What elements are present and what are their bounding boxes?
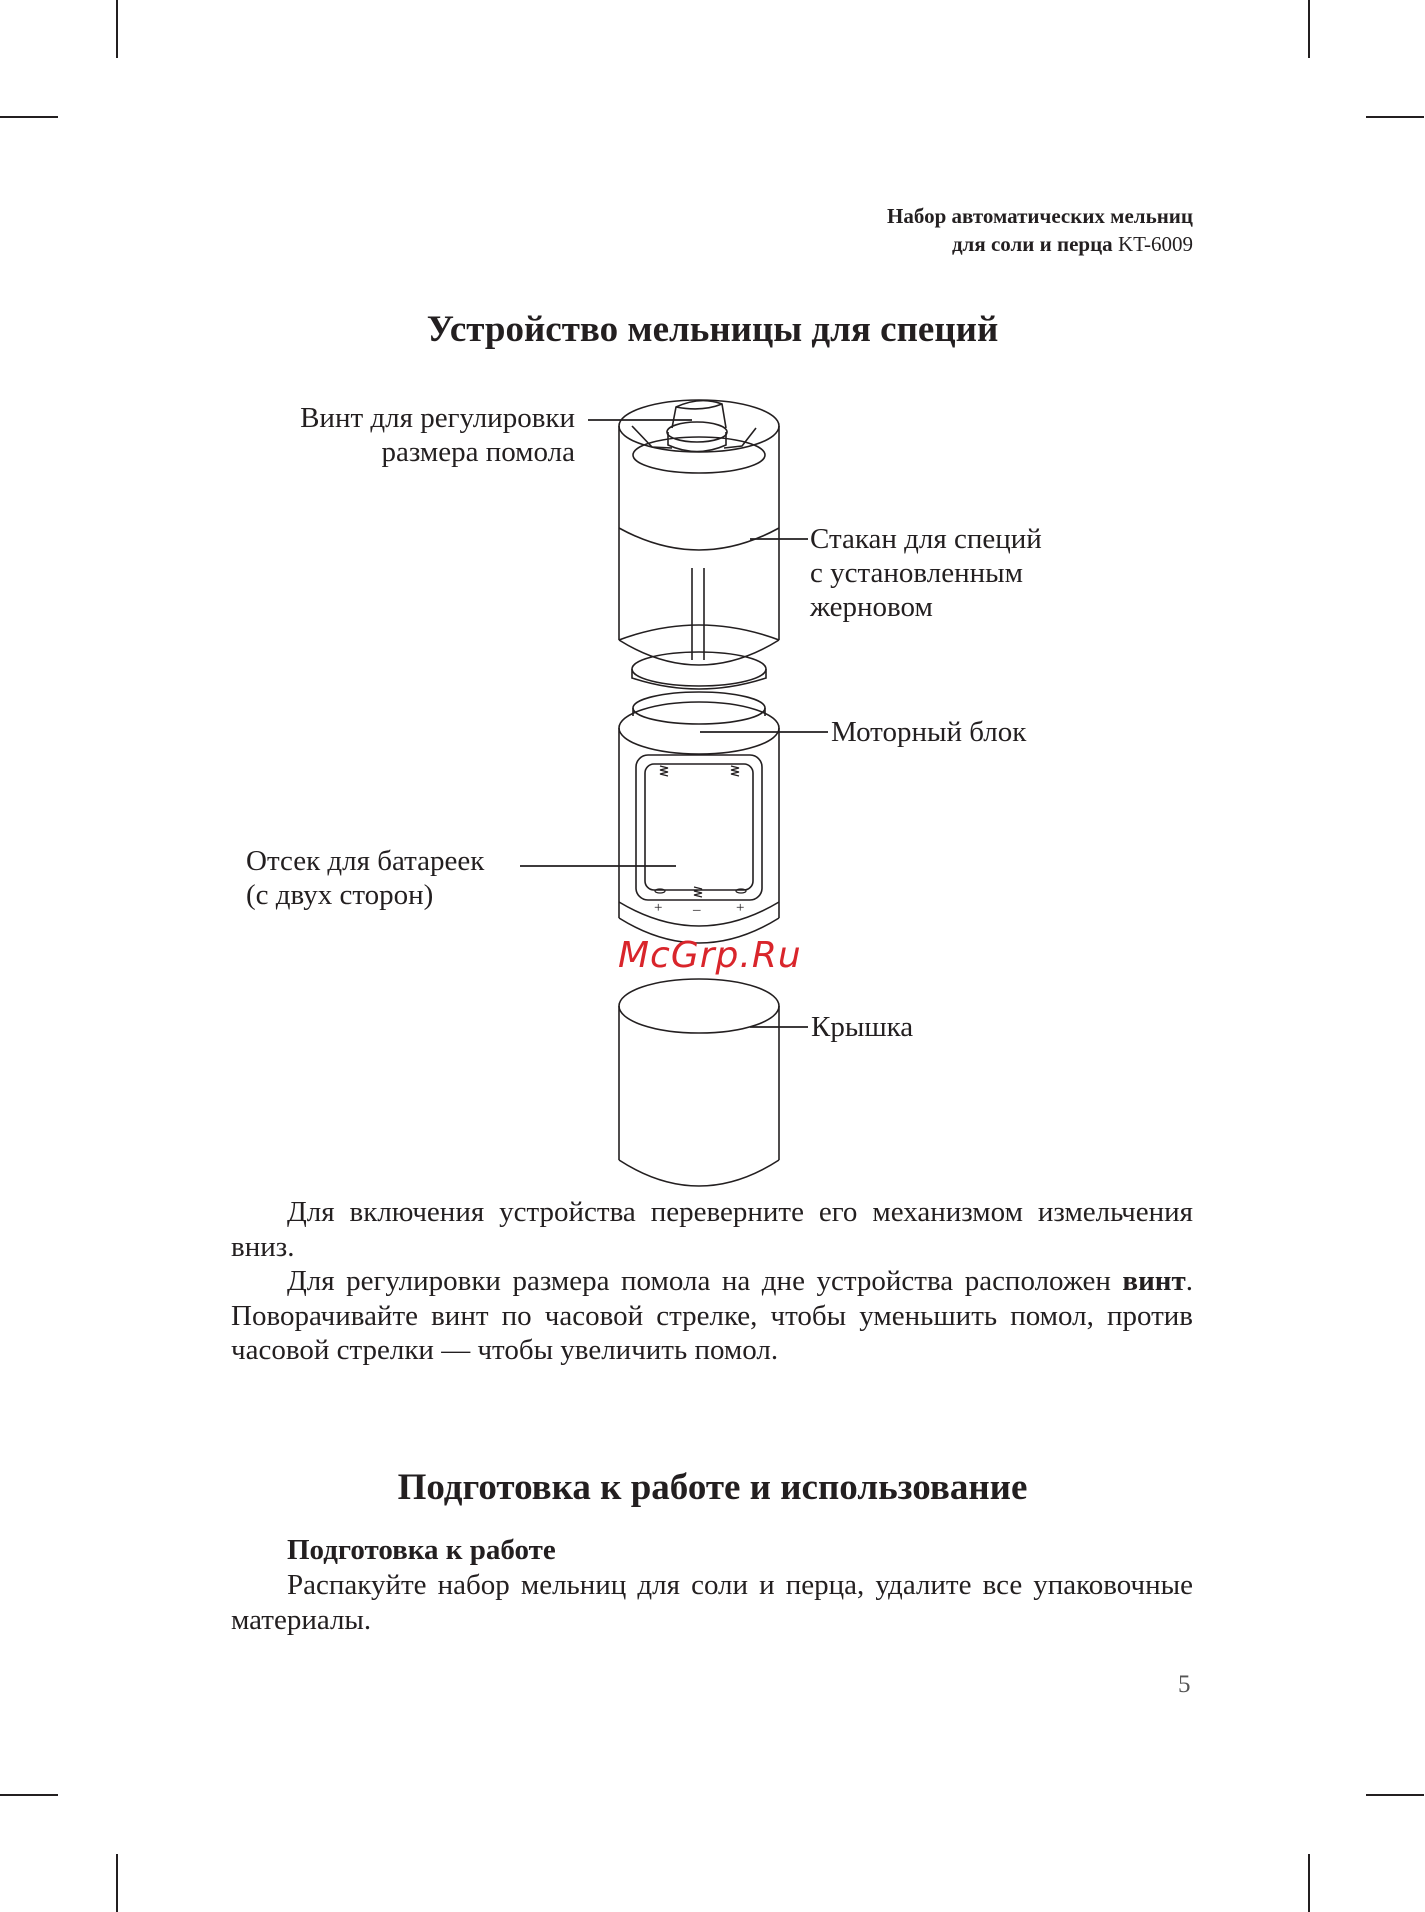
paragraph-grind-text-a: Для регулировки размера помола на дне устройства расположен [287, 1265, 1123, 1297]
spice-cup [619, 400, 779, 689]
label-cup-line2: с установленным [810, 557, 1023, 589]
paragraph-power-on [231, 1195, 1193, 1264]
paragraph-grind-adjust [231, 1264, 1193, 1368]
adjust-screw [632, 401, 756, 452]
page-number: 5 [1178, 1671, 1191, 1698]
paragraph-unpack-text: Распакуйте набор мельниц для соли и перца, удалите все упаковочные материалы. [231, 1569, 1193, 1636]
label-cup-line3: жерновом [810, 591, 933, 623]
label-battery [246, 844, 484, 912]
label-cup [810, 522, 1042, 624]
label-cup-line1: Стакан для специй [810, 523, 1042, 555]
label-screw-line2: размера помола [381, 436, 575, 468]
paragraph-power-on-text: Для включения устройства переверните его механизмом измельчения вниз. [231, 1196, 1193, 1263]
watermark: McGrp.Ru [618, 935, 802, 976]
lid [619, 979, 779, 1186]
paragraph-grind-text-b: . Поворачивайте винт по часовой стрелке, чтобы уменьшить помол, против часовой стрелки — чтобы увеличить помол. [231, 1265, 1193, 1366]
paragraph-grind-bold: винт [1122, 1265, 1186, 1297]
subheading-preparation: Подготовка к работе [287, 1534, 556, 1566]
label-motor: Моторный блок [831, 716, 1027, 748]
label-screw [300, 401, 575, 469]
paragraph-unpack [231, 1568, 1193, 1637]
header-line1: Набор автоматических мельниц [887, 204, 1193, 228]
battery-plus-left: + [654, 900, 663, 916]
header-model: KT-6009 [1117, 232, 1193, 256]
battery-minus: – [693, 902, 701, 918]
battery-plus-right: + [736, 900, 745, 916]
label-lid: Крышка [811, 1011, 914, 1043]
label-screw-line1: Винт для регулировки [300, 402, 575, 434]
label-battery-line1: Отсек для батареек [246, 845, 485, 877]
section-title-device: Устройство мельницы для специй [426, 309, 999, 350]
header-line2: для соли и перца [951, 232, 1113, 256]
label-battery-line2: (с двух сторон) [246, 879, 434, 911]
section-title-preparation: Подготовка к работе и использование [397, 1467, 1028, 1508]
